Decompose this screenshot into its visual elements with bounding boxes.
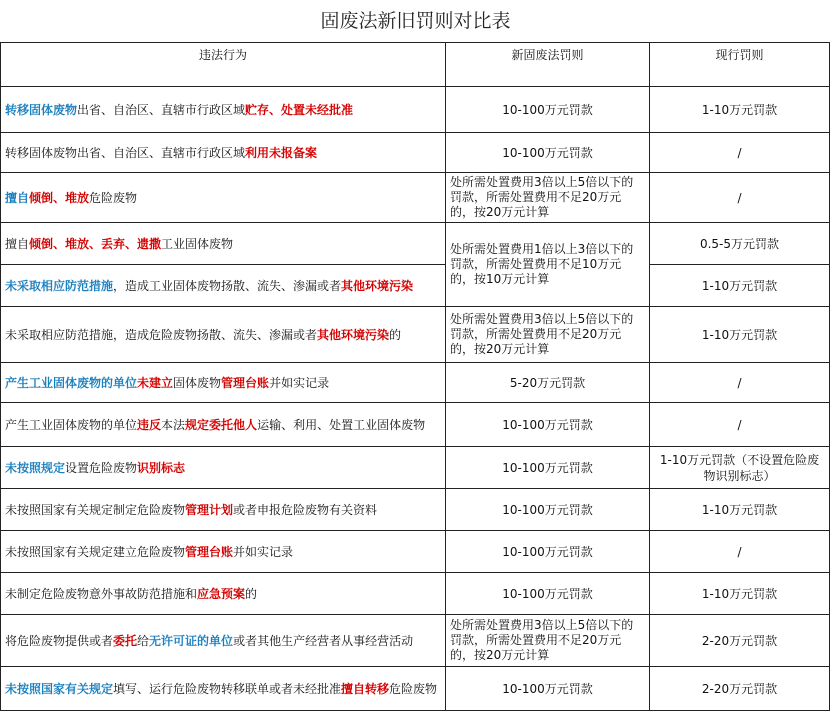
new-penalty-cell: 10-100万元罚款 (446, 447, 650, 489)
violation-text-segment: 危险废物 (389, 681, 438, 696)
violation-text-segment: 未制定危险废物意外事故防范措施和 (5, 586, 198, 601)
current-penalty-cell: 2-20万元罚款 (650, 615, 830, 667)
violation-text-segment: 其他环境污染 (317, 327, 390, 342)
violation-text-segment: 应急预案 (197, 586, 246, 601)
violation-text-segment: 未建立 (137, 375, 174, 390)
violation-text-segment: 产生工业固体废物的单位 (5, 375, 138, 390)
violation-cell (1, 173, 446, 223)
violation-text-segment: 运输、利用、处置工业固体废物 (257, 417, 426, 432)
violation-text-segment: 倾倒、堆放、丢弃、遗撒 (29, 236, 162, 251)
current-penalty-cell: 1-10万元罚款 (650, 307, 830, 363)
violation-text-segment: ，造成工业固体废物扬散、流失、渗漏或者 (113, 278, 342, 293)
violation-text-segment: 规定委托他人 (185, 417, 258, 432)
violation-cell (1, 489, 446, 531)
table-row (1, 265, 830, 307)
current-penalty-cell: / (650, 173, 830, 223)
violation-text-segment: 倾倒、堆放 (29, 190, 90, 205)
new-penalty-cell: 10-100万元罚款 (446, 403, 650, 447)
violation-text-segment: 管理台账 (185, 544, 234, 559)
violation-cell (1, 307, 446, 363)
current-penalty-cell: / (650, 403, 830, 447)
new-penalty-cell: 10-100万元罚款 (446, 667, 650, 711)
violation-text-segment: 或者申报危险废物有关资料 (233, 502, 378, 517)
current-penalty-cell: 1-10万元罚款 (650, 265, 830, 307)
violation-text-segment: 产生工业固体废物的单位 (5, 417, 138, 432)
violation-text-segment: 固体废物 (173, 375, 222, 390)
violation-text-segment: 填写、运行危险废物转移联单或者未经批准 (113, 681, 342, 696)
current-penalty-cell: 1-10万元罚款（不设置危险废物识别标志） (650, 447, 830, 489)
violation-text-segment: 未按照国家有关规定 (5, 681, 114, 696)
current-penalty-cell: 1-10万元罚款 (650, 87, 830, 133)
header-new-penalty: 新固废法罚则 (446, 43, 650, 87)
current-penalty-cell: 0.5-5万元罚款 (650, 223, 830, 265)
table-row (1, 403, 830, 447)
violation-text-segment: 违反 (137, 417, 162, 432)
table-row (1, 363, 830, 403)
violation-cell (1, 403, 446, 447)
violation-text-segment: 其他环境污染 (341, 278, 414, 293)
header-row (1, 43, 830, 87)
current-penalty-cell: / (650, 363, 830, 403)
new-penalty-cell: 10-100万元罚款 (446, 531, 650, 573)
table-row (1, 489, 830, 531)
violation-cell (1, 363, 446, 403)
new-penalty-cell: 处所需处置费用3倍以上5倍以下的罚款，所需处置费用不足20万元的，按20万元计算 (446, 615, 650, 667)
violation-text-segment: 或者其他生产经营者从事经营活动 (233, 633, 414, 648)
violation-cell (1, 531, 446, 573)
table-row (1, 173, 830, 223)
violation-text-segment: 管理台账 (221, 375, 270, 390)
violation-text-segment: 危险废物 (89, 190, 138, 205)
violation-text-segment: 的 (245, 586, 258, 601)
violation-cell (1, 87, 446, 133)
violation-cell (1, 573, 446, 615)
violation-text-segment: 无许可证的单位 (149, 633, 234, 648)
violation-text-segment: 利用未报备案 (245, 145, 318, 160)
violation-text-segment: 管理计划 (185, 502, 234, 517)
current-penalty-cell: 1-10万元罚款 (650, 573, 830, 615)
violation-cell (1, 223, 446, 265)
new-penalty-cell: 10-100万元罚款 (446, 573, 650, 615)
header-current-penalty: 现行罚则 (650, 43, 830, 87)
table-row (1, 531, 830, 573)
violation-text-segment: 设置危险废物 (65, 460, 138, 475)
table-row (1, 615, 830, 667)
violation-text-segment: 未采取相应防范措施，造成危险废物扬散、流失、渗漏或者 (5, 327, 318, 342)
current-penalty-cell: / (650, 531, 830, 573)
violation-text-segment: 未按照国家有关规定建立危险废物 (5, 544, 186, 559)
violation-cell (1, 133, 446, 173)
new-penalty-cell: 5-20万元罚款 (446, 363, 650, 403)
violation-text-segment: 擅自 (5, 236, 30, 251)
new-penalty-cell: 10-100万元罚款 (446, 133, 650, 173)
violation-text-segment: 贮存、处置未经批准 (245, 102, 354, 117)
violation-text-segment: 未按照规定 (5, 460, 66, 475)
violation-text-segment: 未按照国家有关规定制定危险废物 (5, 502, 186, 517)
table-row (1, 307, 830, 363)
violation-text-segment: 委托 (113, 633, 138, 648)
violation-text-segment: 转移固体废物出省、自治区、直辖市行政区域 (5, 145, 246, 160)
violation-cell (1, 615, 446, 667)
table-row (1, 447, 830, 489)
violation-text-segment: 擅自转移 (341, 681, 390, 696)
violation-cell (1, 667, 446, 711)
violation-cell (1, 447, 446, 489)
violation-text-segment: 并如实记录 (233, 544, 294, 559)
new-penalty-cell: 处所需处置费用3倍以上5倍以下的罚款，所需处置费用不足20万元的，按20万元计算 (446, 307, 650, 363)
new-penalty-cell: 10-100万元罚款 (446, 489, 650, 531)
current-penalty-cell: / (650, 133, 830, 173)
penalty-comparison-table (0, 42, 830, 711)
table-title: 固废法新旧罚则对比表 (320, 10, 511, 32)
new-penalty-cell: 处所需处置费用1倍以上3倍以下的罚款，所需处置费用不足10万元的，按10万元计算 (446, 223, 650, 307)
violation-text-segment: 将危险废物提供或者 (5, 633, 114, 648)
violation-text-segment: 识别标志 (137, 460, 186, 475)
current-penalty-cell: 2-20万元罚款 (650, 667, 830, 711)
violation-text-segment: 工业固体废物 (161, 236, 234, 251)
violation-cell (1, 265, 446, 307)
violation-text-segment: 并如实记录 (269, 375, 330, 390)
violation-text-segment: 给 (137, 633, 150, 648)
violation-text-segment: 本法 (161, 417, 186, 432)
violation-text-segment: 未采取相应防范措施 (5, 278, 114, 293)
violation-text-segment: 擅自 (5, 190, 30, 205)
new-penalty-cell: 10-100万元罚款 (446, 87, 650, 133)
table-row (1, 133, 830, 173)
new-penalty-cell: 处所需处置费用3倍以上5倍以下的罚款，所需处置费用不足20万元的，按20万元计算 (446, 173, 650, 223)
table-row (1, 223, 830, 265)
table-row (1, 667, 830, 711)
table-row (1, 87, 830, 133)
header-violation: 违法行为 (1, 43, 446, 87)
violation-text-segment: 转移固体废物 (5, 102, 78, 117)
violation-text-segment: 的 (389, 327, 402, 342)
table-row (1, 573, 830, 615)
violation-text-segment: 出省、自治区、直辖市行政区域 (77, 102, 246, 117)
current-penalty-cell: 1-10万元罚款 (650, 489, 830, 531)
